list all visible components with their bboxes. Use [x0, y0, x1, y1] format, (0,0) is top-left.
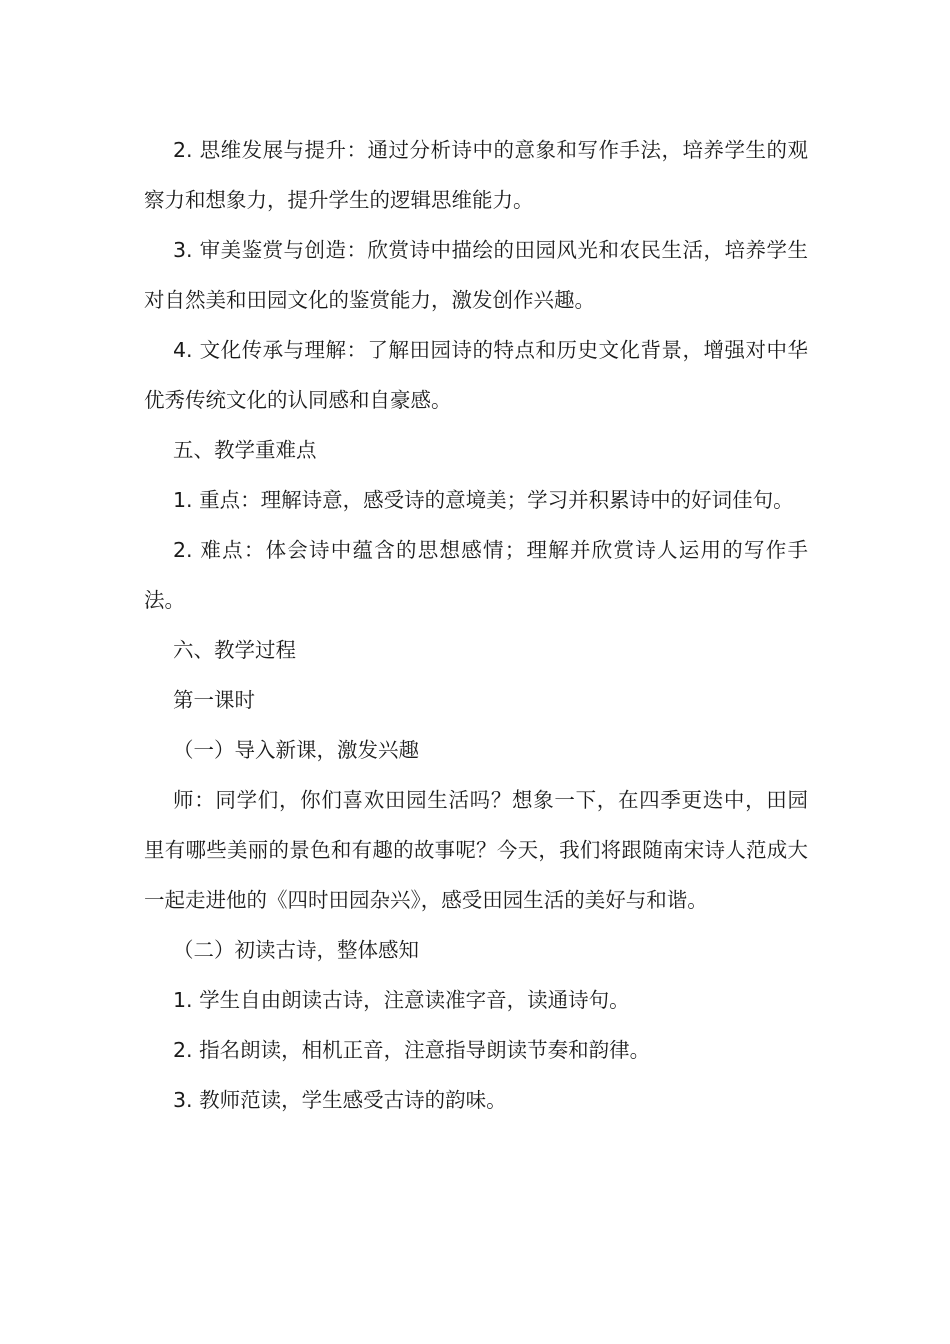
paragraph-aesthetic-appreciation: 3. 审美鉴赏与创造：欣赏诗中描绘的田园风光和农民生活，培养学生对自然美和田园文化的鉴赏能力，激发创作兴趣。	[144, 238, 808, 312]
paragraph-teacher-introduction: 师：同学们，你们喜欢田园生活吗？想象一下，在四季更迭中，田园里有哪些美丽的景色和有趣的故事呢？今天，我们将跟随南宋诗人范成大一起走进他的《四时田园杂兴》，感受田园生活的美好与和谐。	[144, 788, 808, 912]
lesson-heading-first-period: 第一课时	[173, 688, 255, 712]
subsection-heading-first-reading: （二）初读古诗，整体感知	[173, 938, 419, 962]
paragraph-free-reading: 1. 学生自由朗读古诗，注意读准字音，读通诗句。	[173, 988, 630, 1012]
paragraph-named-reading: 2. 指名朗读，相机正音，注意指导朗读节奏和韵律。	[173, 1038, 651, 1062]
paragraph-cultural-heritage: 4. 文化传承与理解：了解田园诗的特点和历史文化背景，增强对中华优秀传统文化的认同感和自豪感。	[144, 338, 808, 412]
document-body	[144, 125, 808, 1125]
section-heading-teaching-process: 六、教学过程	[173, 638, 296, 662]
paragraph-teacher-demo-reading: 3. 教师范读，学生感受古诗的韵味。	[173, 1088, 507, 1112]
paragraph-thinking-development: 2. 思维发展与提升：通过分析诗中的意象和写作手法，培养学生的观察力和想象力，提升学生的逻辑思维能力。	[144, 138, 808, 212]
paragraph-key-point: 1. 重点：理解诗意，感受诗的意境美；学习并积累诗中的好词佳句。	[173, 488, 794, 512]
subsection-heading-introduction: （一）导入新课，激发兴趣	[173, 738, 419, 762]
section-heading-key-difficult-points: 五、教学重难点	[173, 438, 317, 462]
paragraph-difficult-point: 2. 难点：体会诗中蕴含的思想感情；理解并欣赏诗人运用的写作手法。	[144, 538, 808, 612]
